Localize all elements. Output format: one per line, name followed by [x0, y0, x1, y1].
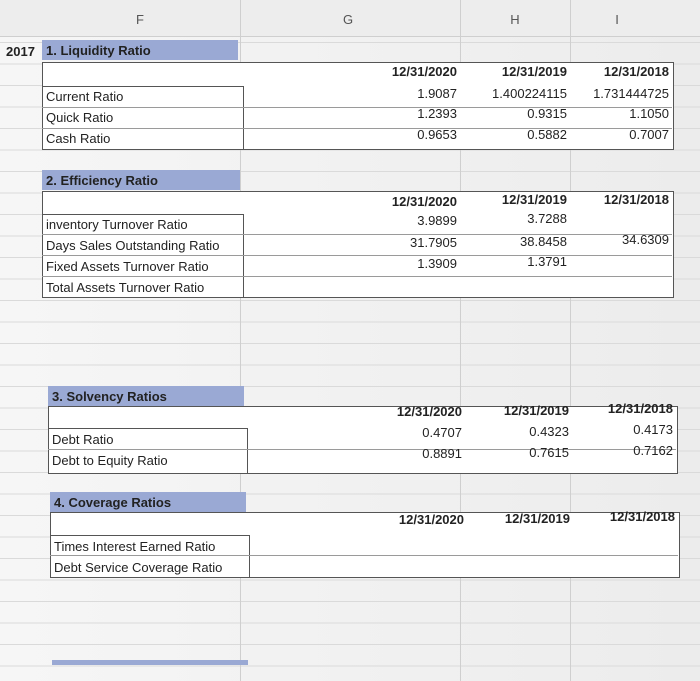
date-header[interactable]: 12/31/2020 [391, 194, 457, 209]
row-divider [42, 276, 672, 277]
value-cell[interactable]: 0.8891 [422, 446, 462, 461]
date-header[interactable]: 12/31/2018 [603, 64, 669, 79]
value-cell[interactable]: 1.731444725 [593, 86, 669, 101]
value-cell[interactable]: 3.7288 [527, 211, 567, 226]
row-label[interactable]: Total Assets Turnover Ratio [46, 280, 205, 295]
row-label[interactable]: inventory Turnover Ratio [46, 217, 188, 232]
value-cell[interactable]: 1.3791 [527, 254, 567, 269]
cell-fill [52, 660, 248, 665]
row-label[interactable]: Debt Service Coverage Ratio [54, 560, 223, 575]
column-header-f[interactable]: F [136, 12, 144, 27]
row-label[interactable]: Times Interest Earned Ratio [54, 539, 216, 554]
column-header-h[interactable]: H [510, 12, 520, 27]
value-cell[interactable]: 0.4707 [422, 425, 462, 440]
date-header[interactable]: 12/31/2020 [396, 404, 462, 419]
value-cell[interactable]: 0.7007 [629, 127, 669, 142]
date-header[interactable]: 12/31/2018 [609, 509, 675, 524]
column-header-g[interactable]: G [342, 12, 354, 27]
value-cell[interactable]: 0.4173 [633, 422, 673, 437]
date-header[interactable]: 12/31/2020 [398, 512, 464, 527]
value-cell[interactable]: 34.6309 [622, 232, 669, 247]
section-title[interactable]: 2. Efficiency Ratio [42, 170, 240, 190]
value-cell[interactable]: 1.1050 [629, 106, 669, 121]
date-header[interactable]: 12/31/2019 [504, 511, 570, 526]
date-header[interactable]: 12/31/2018 [603, 192, 669, 207]
value-cell[interactable]: 0.5882 [527, 127, 567, 142]
date-header[interactable]: 12/31/2019 [501, 192, 567, 207]
date-header[interactable]: 12/31/2020 [391, 64, 457, 79]
value-cell[interactable]: 0.9315 [527, 106, 567, 121]
row-label[interactable]: Current Ratio [46, 89, 124, 104]
value-cell[interactable]: 3.9899 [417, 213, 457, 228]
row-label[interactable]: Fixed Assets Turnover Ratio [46, 259, 209, 274]
column-header-bar [0, 0, 700, 37]
row-divider [50, 555, 678, 556]
value-cell[interactable]: 1.3909 [417, 256, 457, 271]
date-header[interactable]: 12/31/2018 [607, 401, 673, 416]
row-number: 2017 [6, 44, 35, 59]
value-cell[interactable]: 38.8458 [520, 234, 567, 249]
section-title[interactable]: 1. Liquidity Ratio [42, 40, 238, 60]
value-cell[interactable]: 1.2393 [417, 106, 457, 121]
value-cell[interactable]: 0.4323 [529, 424, 569, 439]
section-title[interactable]: 4. Coverage Ratios [50, 492, 246, 512]
row-label[interactable]: Quick Ratio [46, 110, 114, 125]
row-label[interactable]: Days Sales Outstanding Ratio [46, 238, 220, 253]
date-header[interactable]: 12/31/2019 [503, 403, 569, 418]
row-divider [42, 255, 672, 256]
date-header[interactable]: 12/31/2019 [501, 64, 567, 79]
value-cell[interactable]: 31.7905 [410, 235, 457, 250]
row-label[interactable]: Cash Ratio [46, 131, 111, 146]
value-cell[interactable]: 1.400224115 [492, 86, 567, 101]
value-cell[interactable]: 1.9087 [417, 86, 457, 101]
value-cell[interactable]: 0.7162 [633, 443, 673, 458]
value-cell[interactable]: 0.7615 [529, 445, 569, 460]
value-cell[interactable]: 0.9653 [417, 127, 457, 142]
row-label[interactable]: Debt Ratio [52, 432, 114, 447]
row-label[interactable]: Debt to Equity Ratio [52, 453, 168, 468]
section-title[interactable]: 3. Solvency Ratios [48, 386, 244, 406]
column-header-i[interactable]: I [615, 12, 619, 27]
